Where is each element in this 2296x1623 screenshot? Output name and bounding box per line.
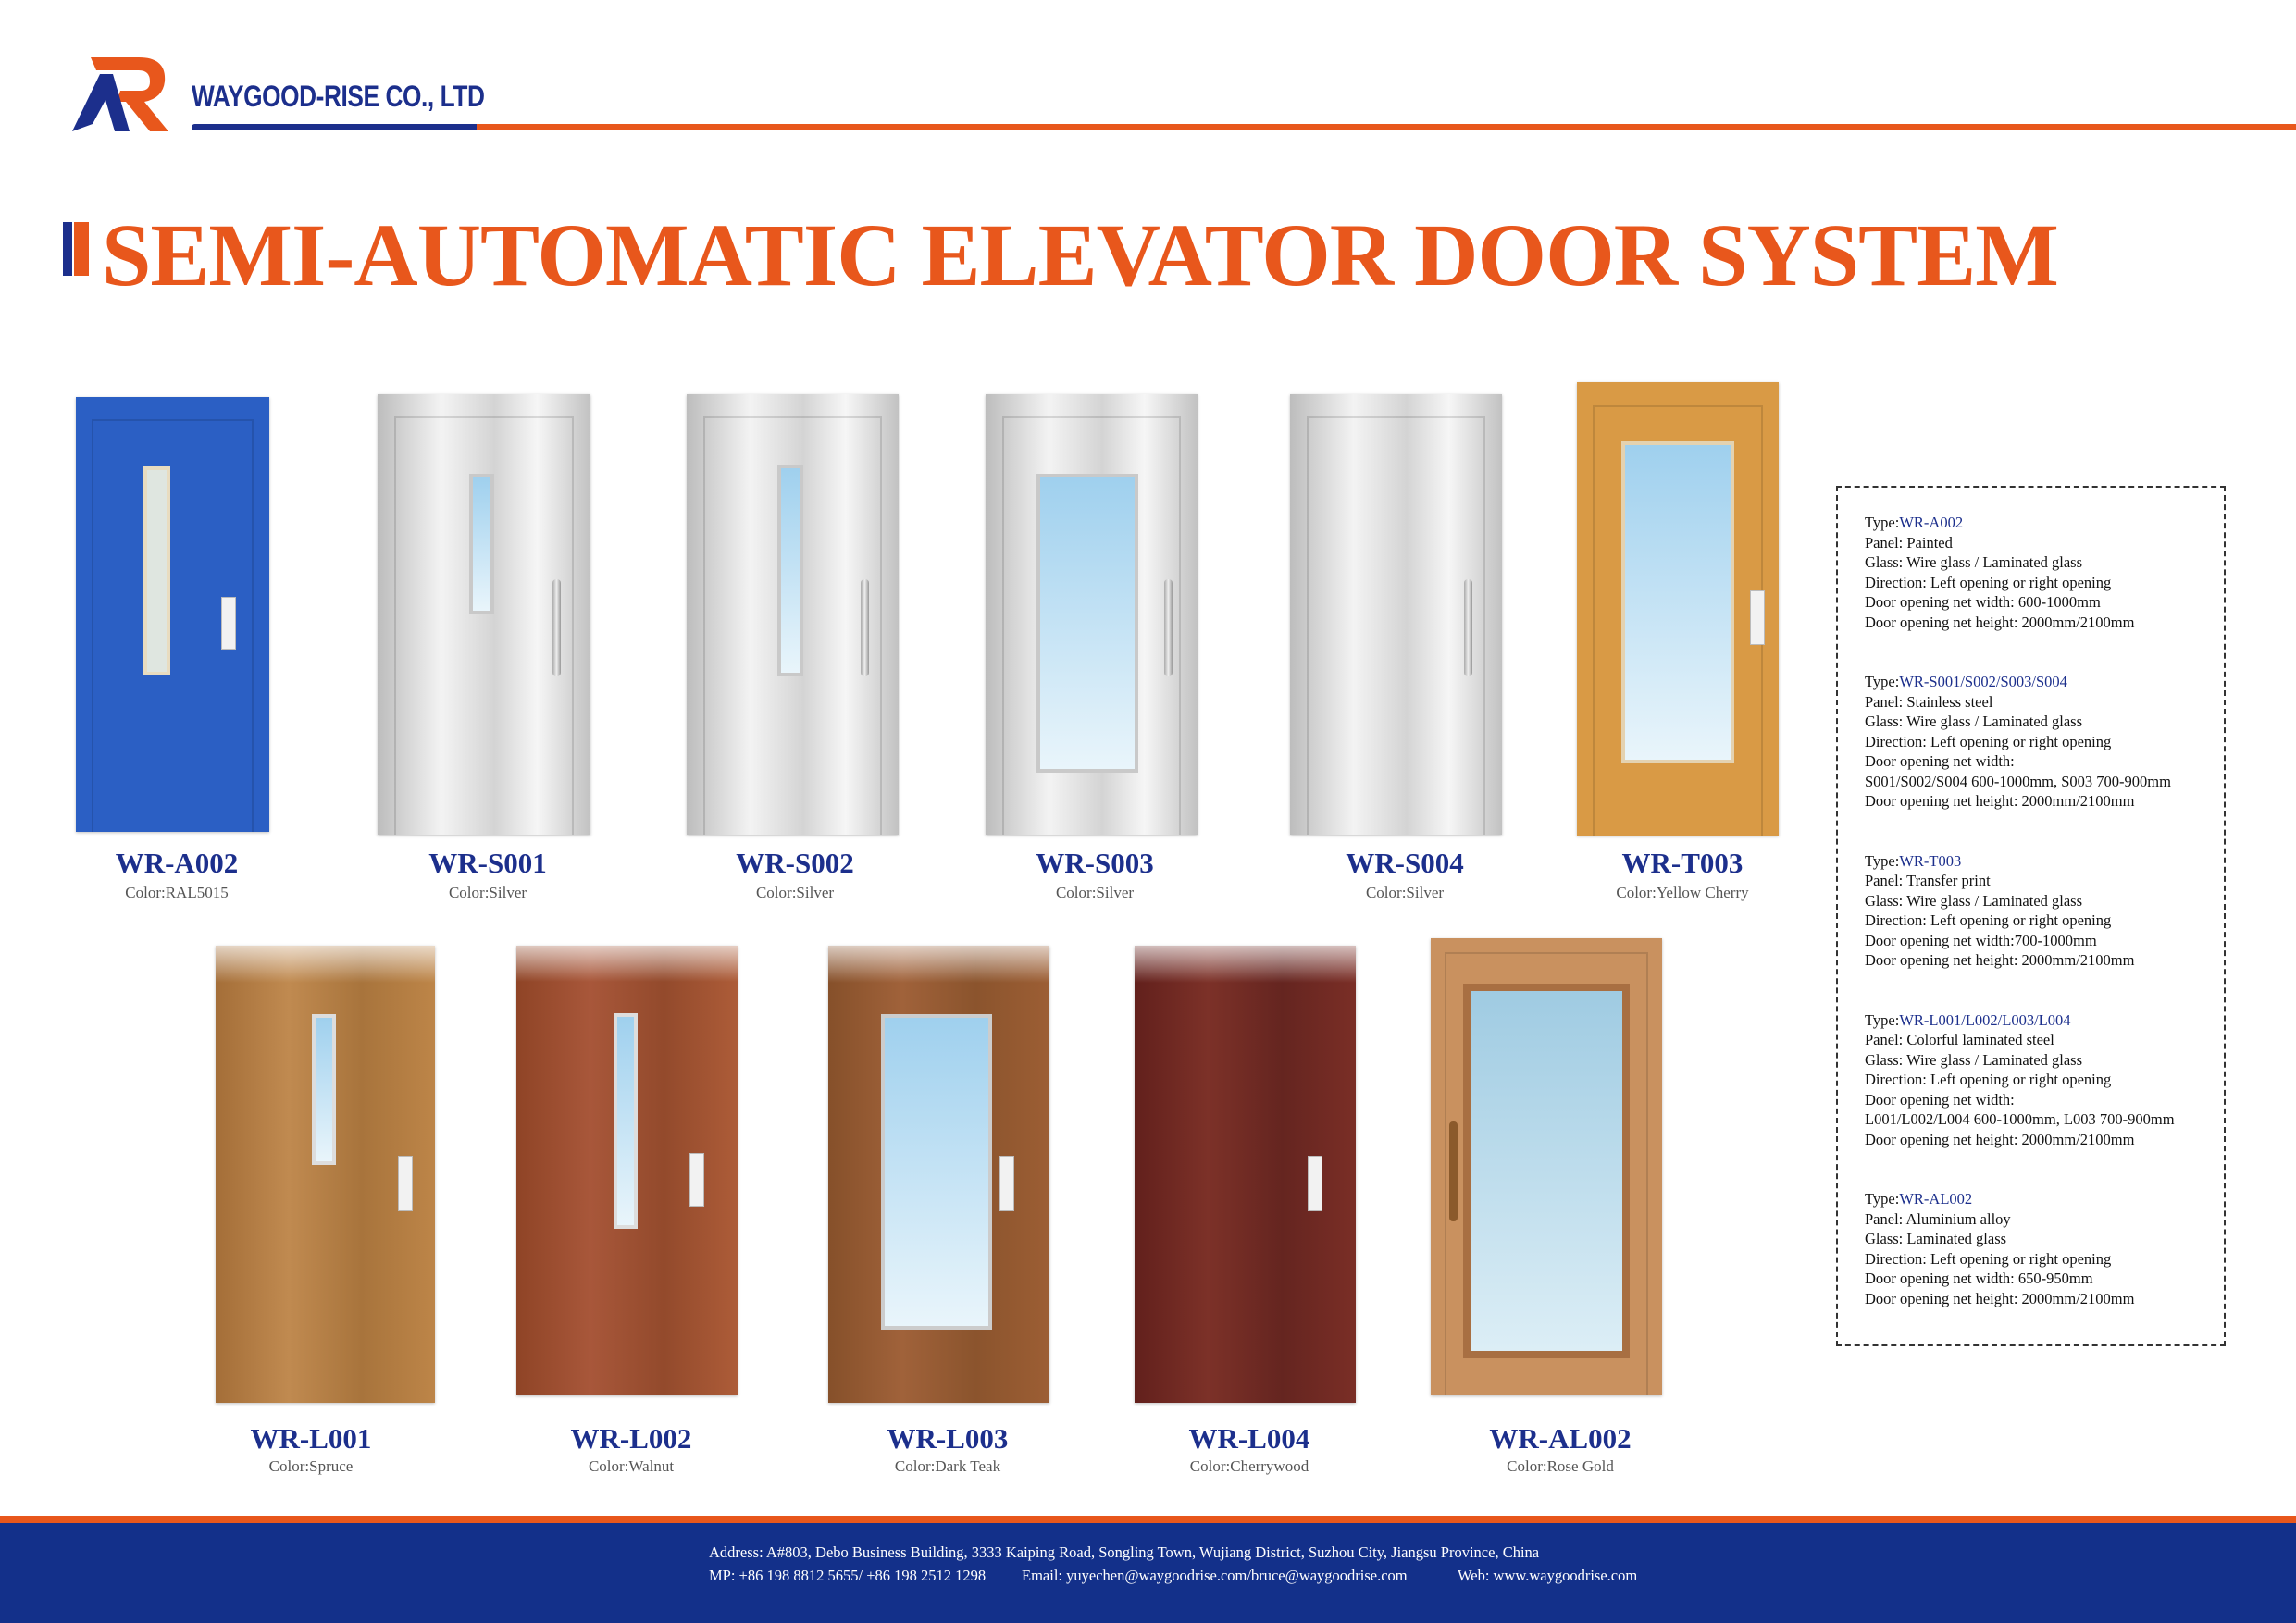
spec-type-label: Type:	[1865, 514, 1900, 531]
spec-line: Direction: Left opening or right opening	[1865, 573, 2112, 591]
door-model-label: WR-L003	[887, 1422, 1009, 1455]
spec-line: Direction: Left opening or right opening	[1865, 1071, 2112, 1088]
spec-line: Panel: Aluminium alloy	[1865, 1209, 2011, 1228]
door-color-label: Color:Spruce	[268, 1457, 354, 1475]
spec-line: Glass: Wire glass / Laminated glass	[1865, 712, 2083, 730]
spec-block	[1865, 672, 2224, 812]
spec-line: Door opening net height: 2000mm/2100mm	[1865, 951, 2135, 969]
spec-type-value: WR-L001/L002/L003/L004	[1899, 1010, 2071, 1029]
door-image-wr-l003	[828, 946, 1049, 1403]
door-image-wr-a002	[76, 397, 269, 832]
spec-block	[1865, 851, 2224, 971]
footer	[0, 1523, 2296, 1623]
spec-line: Panel: Transfer print	[1865, 872, 1991, 889]
title-accent-blue	[63, 222, 72, 276]
spec-type-label: Type:	[1865, 1190, 1900, 1208]
spec-line: Panel: Stainless steel	[1865, 692, 1993, 711]
spec-line: Door opening net height: 2000mm/2100mm	[1865, 613, 2135, 631]
spec-type-value: WR-AL002	[1899, 1190, 1973, 1208]
spec-line: Glass: Wire glass / Laminated glass	[1865, 891, 2083, 910]
door-model-label: WR-L002	[570, 1422, 692, 1455]
footer-phone: MP: +86 198 8812 5655/ +86 198 2512 1298	[709, 1567, 987, 1584]
spec-block	[1865, 1010, 2224, 1150]
footer-address: Address: A#803, Debo Business Building, 3333 Kaiping Road, Songling Town, Wujiang District, Suzhou City, Jiangsu Province, China	[709, 1543, 1540, 1561]
spec-line: Door opening net height: 2000mm/2100mm	[1865, 1289, 2135, 1307]
spec-line: Glass: Wire glass / Laminated glass	[1865, 1050, 2083, 1069]
spec-type	[1865, 1189, 2224, 1209]
footer-divider	[0, 1516, 2296, 1523]
spec-line: Door opening net height: 2000mm/2100mm	[1865, 792, 2135, 810]
footer-web[interactable]: Web: www.waygoodrise.com	[1458, 1567, 1638, 1584]
door-model-label: WR-S001	[428, 847, 547, 879]
door-model-label: WR-S004	[1346, 847, 1464, 879]
specifications-box	[1836, 486, 2226, 1346]
spec-line: Glass: Wire glass / Laminated glass	[1865, 553, 2083, 571]
door-image-wr-l002	[516, 946, 738, 1395]
door-color-label: Color:RAL5015	[125, 884, 229, 901]
door-image-wr-s002	[687, 394, 899, 835]
spec-type	[1865, 513, 2224, 533]
spec-line: Door opening net width: 650-950mm	[1865, 1270, 2093, 1287]
door-color-label: Color:Silver	[755, 884, 835, 901]
spec-type	[1865, 672, 2224, 692]
door-model-label: WR-S002	[736, 847, 854, 879]
spec-line: S001/S002/S004 600-1000mm, S003 700-900mm	[1865, 772, 2171, 790]
door-color-label: Color:Rose Gold	[1507, 1457, 1614, 1475]
spec-type-label: Type:	[1865, 851, 1900, 870]
footer-email[interactable]: Email: yuyechen@waygoodrise.com/bruce@waygoodrise.com	[1022, 1567, 1408, 1584]
door-image-wr-t003	[1577, 382, 1779, 836]
spec-line: L001/L002/L004 600-1000mm, L003 700-900mm	[1865, 1110, 2175, 1128]
spec-line: Door opening net height: 2000mm/2100mm	[1865, 1130, 2135, 1148]
door-color-label: Color:Yellow Cherry	[1616, 884, 1749, 901]
page-title: SEMI-AUTOMATIC ELEVATOR DOOR SYSTEM	[102, 205, 2058, 304]
door-model-label: WR-A002	[115, 847, 239, 879]
company-logo	[72, 54, 169, 131]
spec-type	[1865, 1010, 2224, 1031]
door-image-wr-al002	[1431, 938, 1662, 1395]
spec-line: Glass: Laminated glass	[1865, 1230, 2007, 1247]
door-image-wr-s004	[1290, 394, 1502, 835]
door-model-label: WR-AL002	[1489, 1422, 1632, 1455]
door-color-label: Color:Cherrywood	[1189, 1457, 1309, 1475]
door-image-wr-l001	[216, 946, 435, 1403]
spec-line: Panel: Colorful laminated steel	[1865, 1031, 2054, 1048]
spec-type-label: Type:	[1865, 673, 1900, 690]
door-color-label: Color:Silver	[448, 884, 527, 901]
spec-line: Panel: Painted	[1865, 533, 1953, 551]
spec-line: Direction: Left opening or right opening	[1865, 911, 2112, 929]
door-model-label: WR-T003	[1621, 847, 1744, 879]
door-image-wr-l004	[1135, 946, 1356, 1403]
spec-line: Direction: Left opening or right opening	[1865, 1249, 2112, 1268]
header-divider-blue	[192, 124, 478, 130]
door-model-label: WR-S003	[1036, 847, 1154, 879]
spec-line: Door opening net width:	[1865, 752, 2015, 770]
spec-type-value: WR-A002	[1899, 514, 1964, 531]
spec-type-label: Type:	[1865, 1010, 1900, 1029]
door-color-label: Color:Silver	[1365, 884, 1445, 901]
company-name: WAYGOOD-RISE CO., LTD	[192, 80, 485, 113]
spec-type	[1865, 851, 2224, 872]
door-color-label: Color:Dark Teak	[894, 1457, 1001, 1475]
spec-type-value: WR-S001/S002/S003/S004	[1899, 673, 2067, 690]
spec-line: Door opening net width:	[1865, 1090, 2015, 1109]
door-model-label: WR-L001	[250, 1422, 372, 1455]
spec-type-value: WR-T003	[1899, 851, 1962, 870]
header-divider-orange	[477, 124, 2296, 130]
door-image-wr-s003	[986, 394, 1198, 835]
spec-line: Direction: Left opening or right opening	[1865, 732, 2112, 750]
spec-block	[1865, 513, 2224, 632]
door-image-wr-s001	[378, 394, 590, 835]
spec-block	[1865, 1189, 2224, 1308]
door-color-label: Color:Walnut	[588, 1457, 675, 1475]
title-accent-orange	[74, 222, 89, 276]
spec-line: Door opening net width: 600-1000mm	[1865, 593, 2101, 611]
spec-line: Door opening net width:700-1000mm	[1865, 931, 2097, 949]
door-color-label: Color:Silver	[1055, 884, 1135, 901]
door-model-label: WR-L004	[1188, 1422, 1310, 1455]
